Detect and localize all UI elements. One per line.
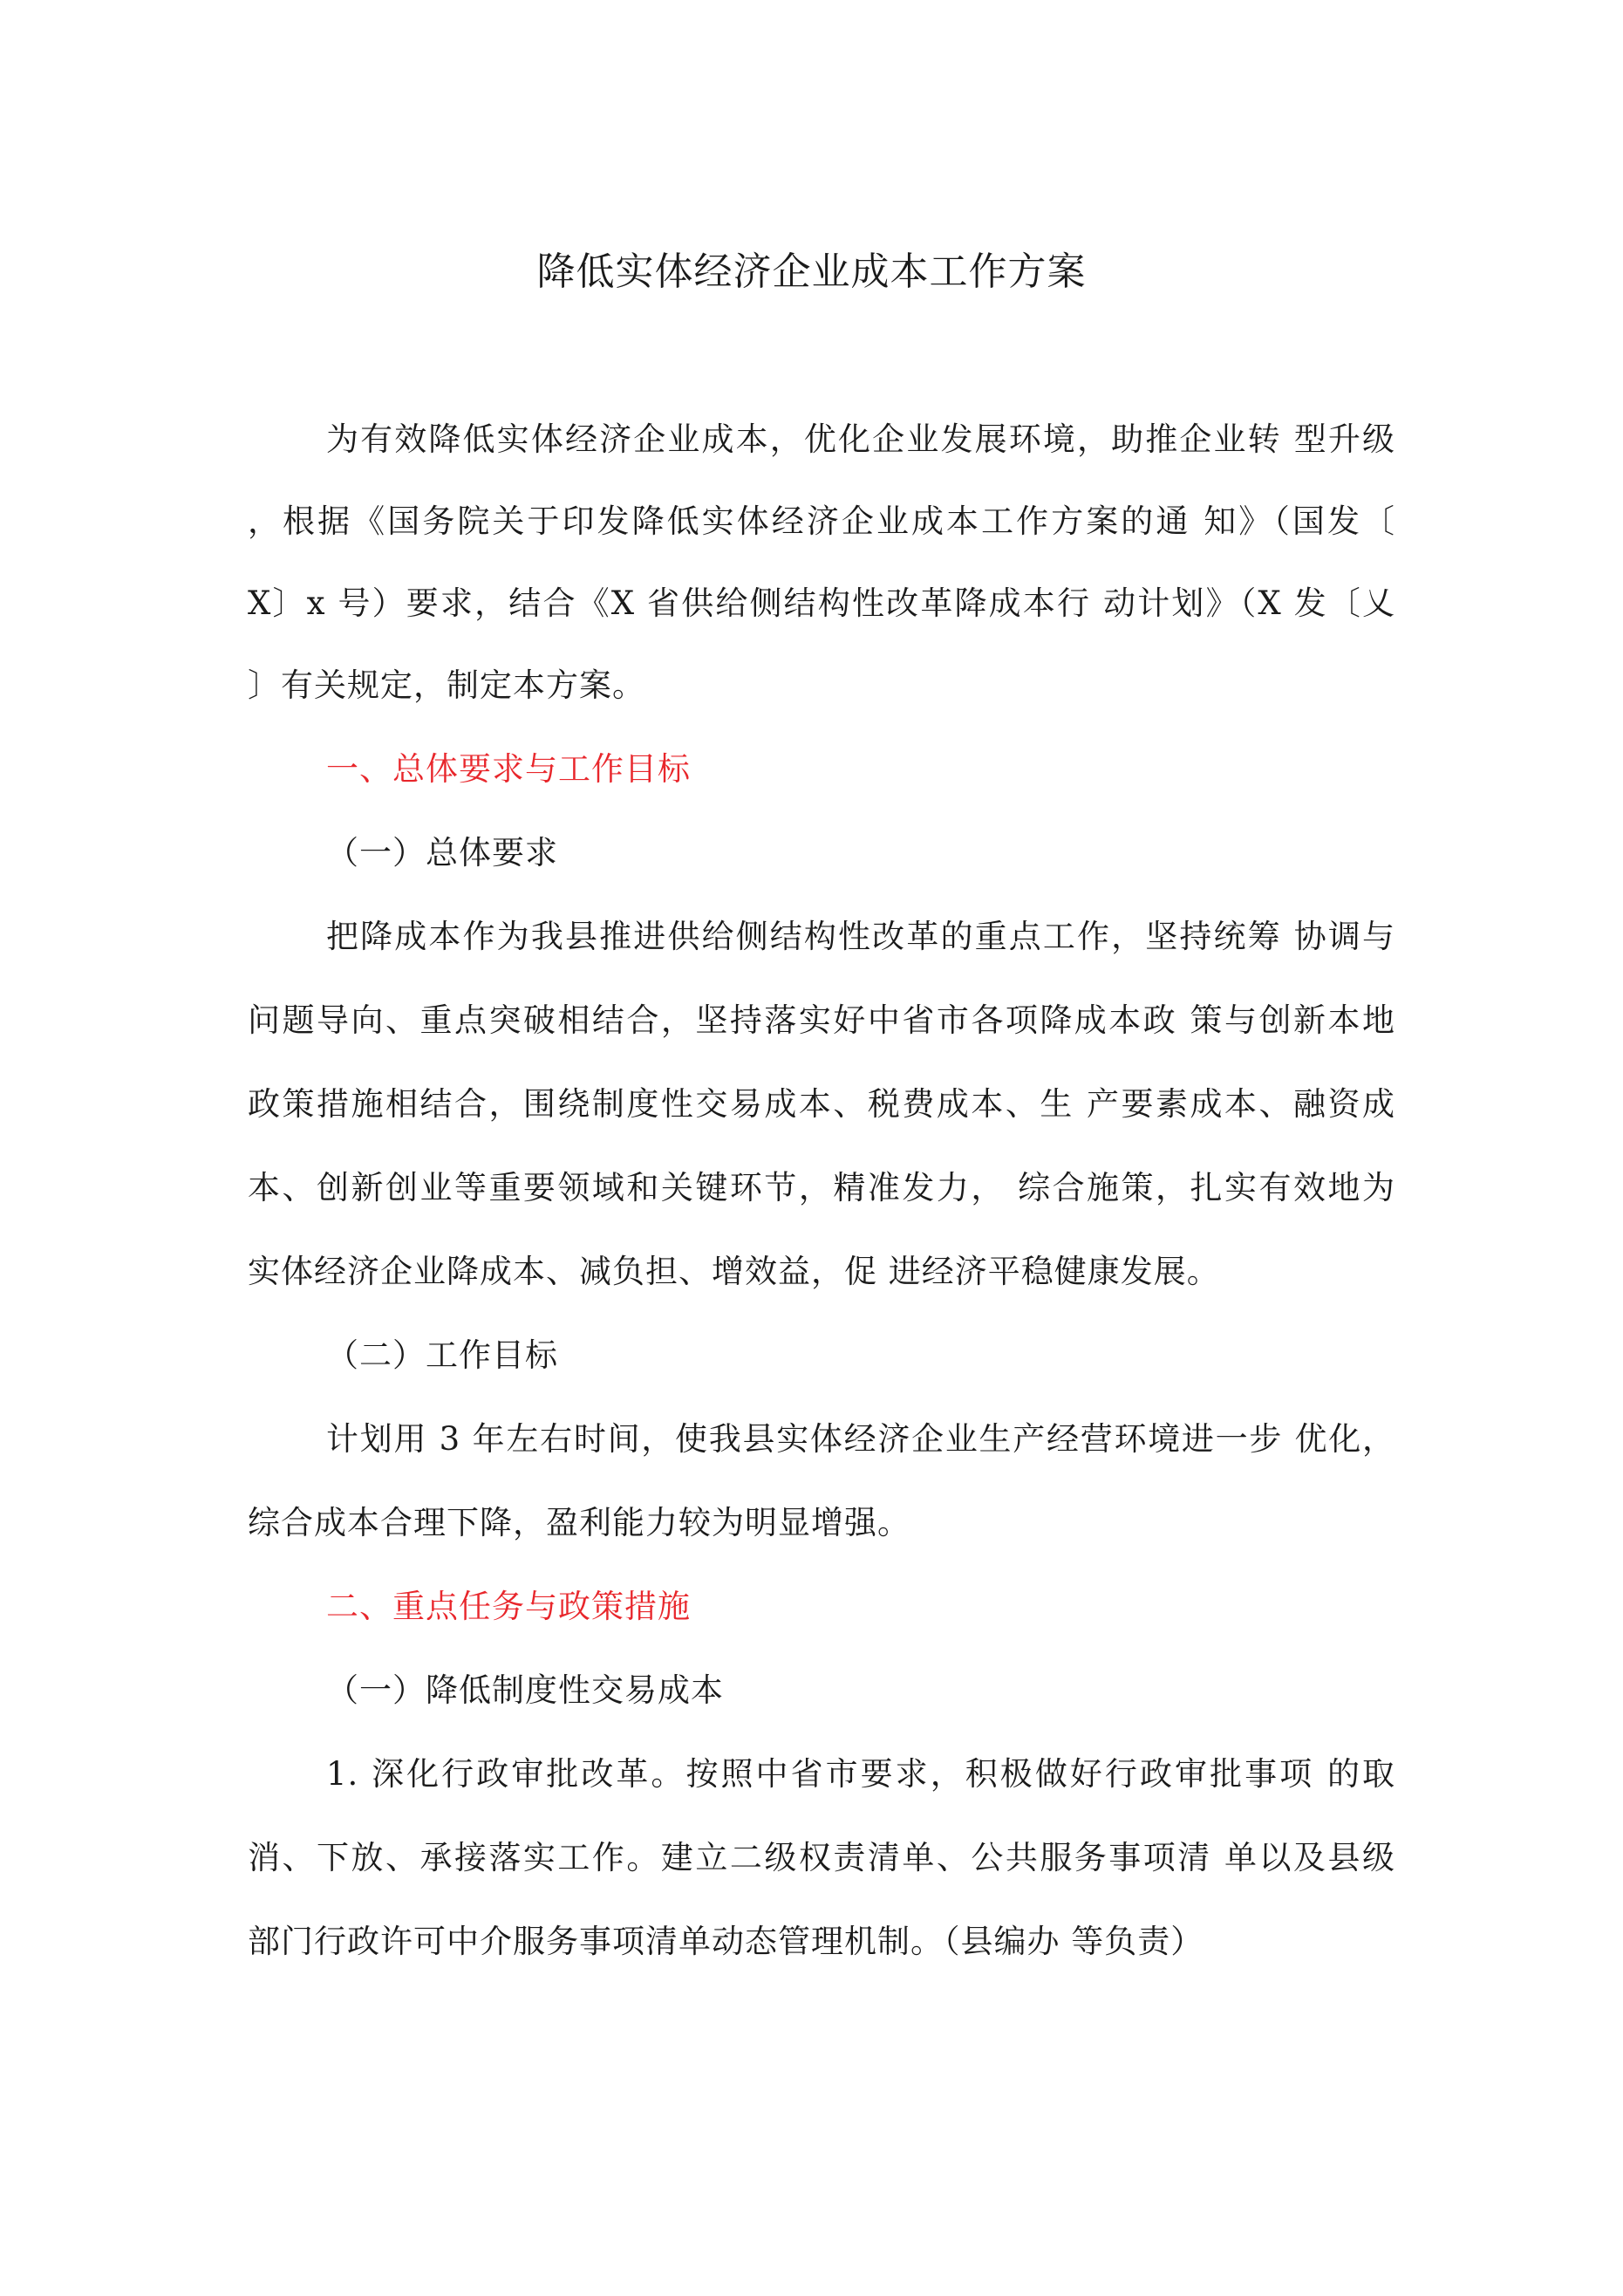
paragraph-line: 1. 深化行政审批改革。按照中省市要求，积极做好行政审批事项 的取: [326, 1755, 1395, 1793]
document-title: 降低实体经济企业成本工作方案: [536, 249, 1087, 294]
paragraph-line: 为有效降低实体经济企业成本，优化企业发展环境，助推企业转 型升级: [326, 420, 1395, 458]
paragraph-line: 消、下放、承接落实工作。建立二级权责清单、公共服务事项清 单以及县级: [248, 1839, 1395, 1876]
paragraph-line: ，根据《国务院关于印发降低实体经济企业成本工作方案的通 知》（国发〔: [248, 502, 1395, 540]
subsection-heading: （一）总体要求: [326, 834, 558, 871]
paragraph-line: 部门行政许可中介服务事项清单动态管理机制。（县编办 等负责）: [248, 1923, 1204, 1960]
paragraph-line: 计划用 3 年左右时间，使我县实体经济企业生产经营环境进一步 优化，: [326, 1420, 1395, 1458]
paragraph-line: 〕有关规定，制定本方案。: [248, 666, 645, 704]
section-heading: 二、重点任务与政策措施: [326, 1588, 691, 1625]
paragraph-line: 问题导向、重点突破相结合，坚持落实好中省市各项降成本政 策与创新本地: [248, 1001, 1395, 1039]
paragraph-line: 把降成本作为我县推进供给侧结构性改革的重点工作，坚持统筹 协调与: [326, 918, 1395, 955]
subsection-heading: （一）降低制度性交易成本: [326, 1671, 724, 1709]
paragraph-line: 综合成本合理下降，盈利能力较为明显增强。: [248, 1504, 910, 1541]
subsection-heading: （二）工作目标: [326, 1336, 558, 1374]
paragraph-line: 本、创新创业等重要领域和关键环节，精准发力， 综合施策，扎实有效地为: [248, 1169, 1395, 1206]
section-heading: 一、总体要求与工作目标: [326, 750, 691, 788]
paragraph-line: 政策措施相结合，围绕制度性交易成本、税费成本、生 产要素成本、融资成: [248, 1085, 1395, 1123]
paragraph-line: X〕x 号）要求，结合《X 省供给侧结构性改革降成本行 动计划》（X 发〔乂: [248, 584, 1395, 622]
paragraph-line: 实体经济企业降成本、减负担、增效益，促 进经济平稳健康发展。: [248, 1253, 1220, 1290]
